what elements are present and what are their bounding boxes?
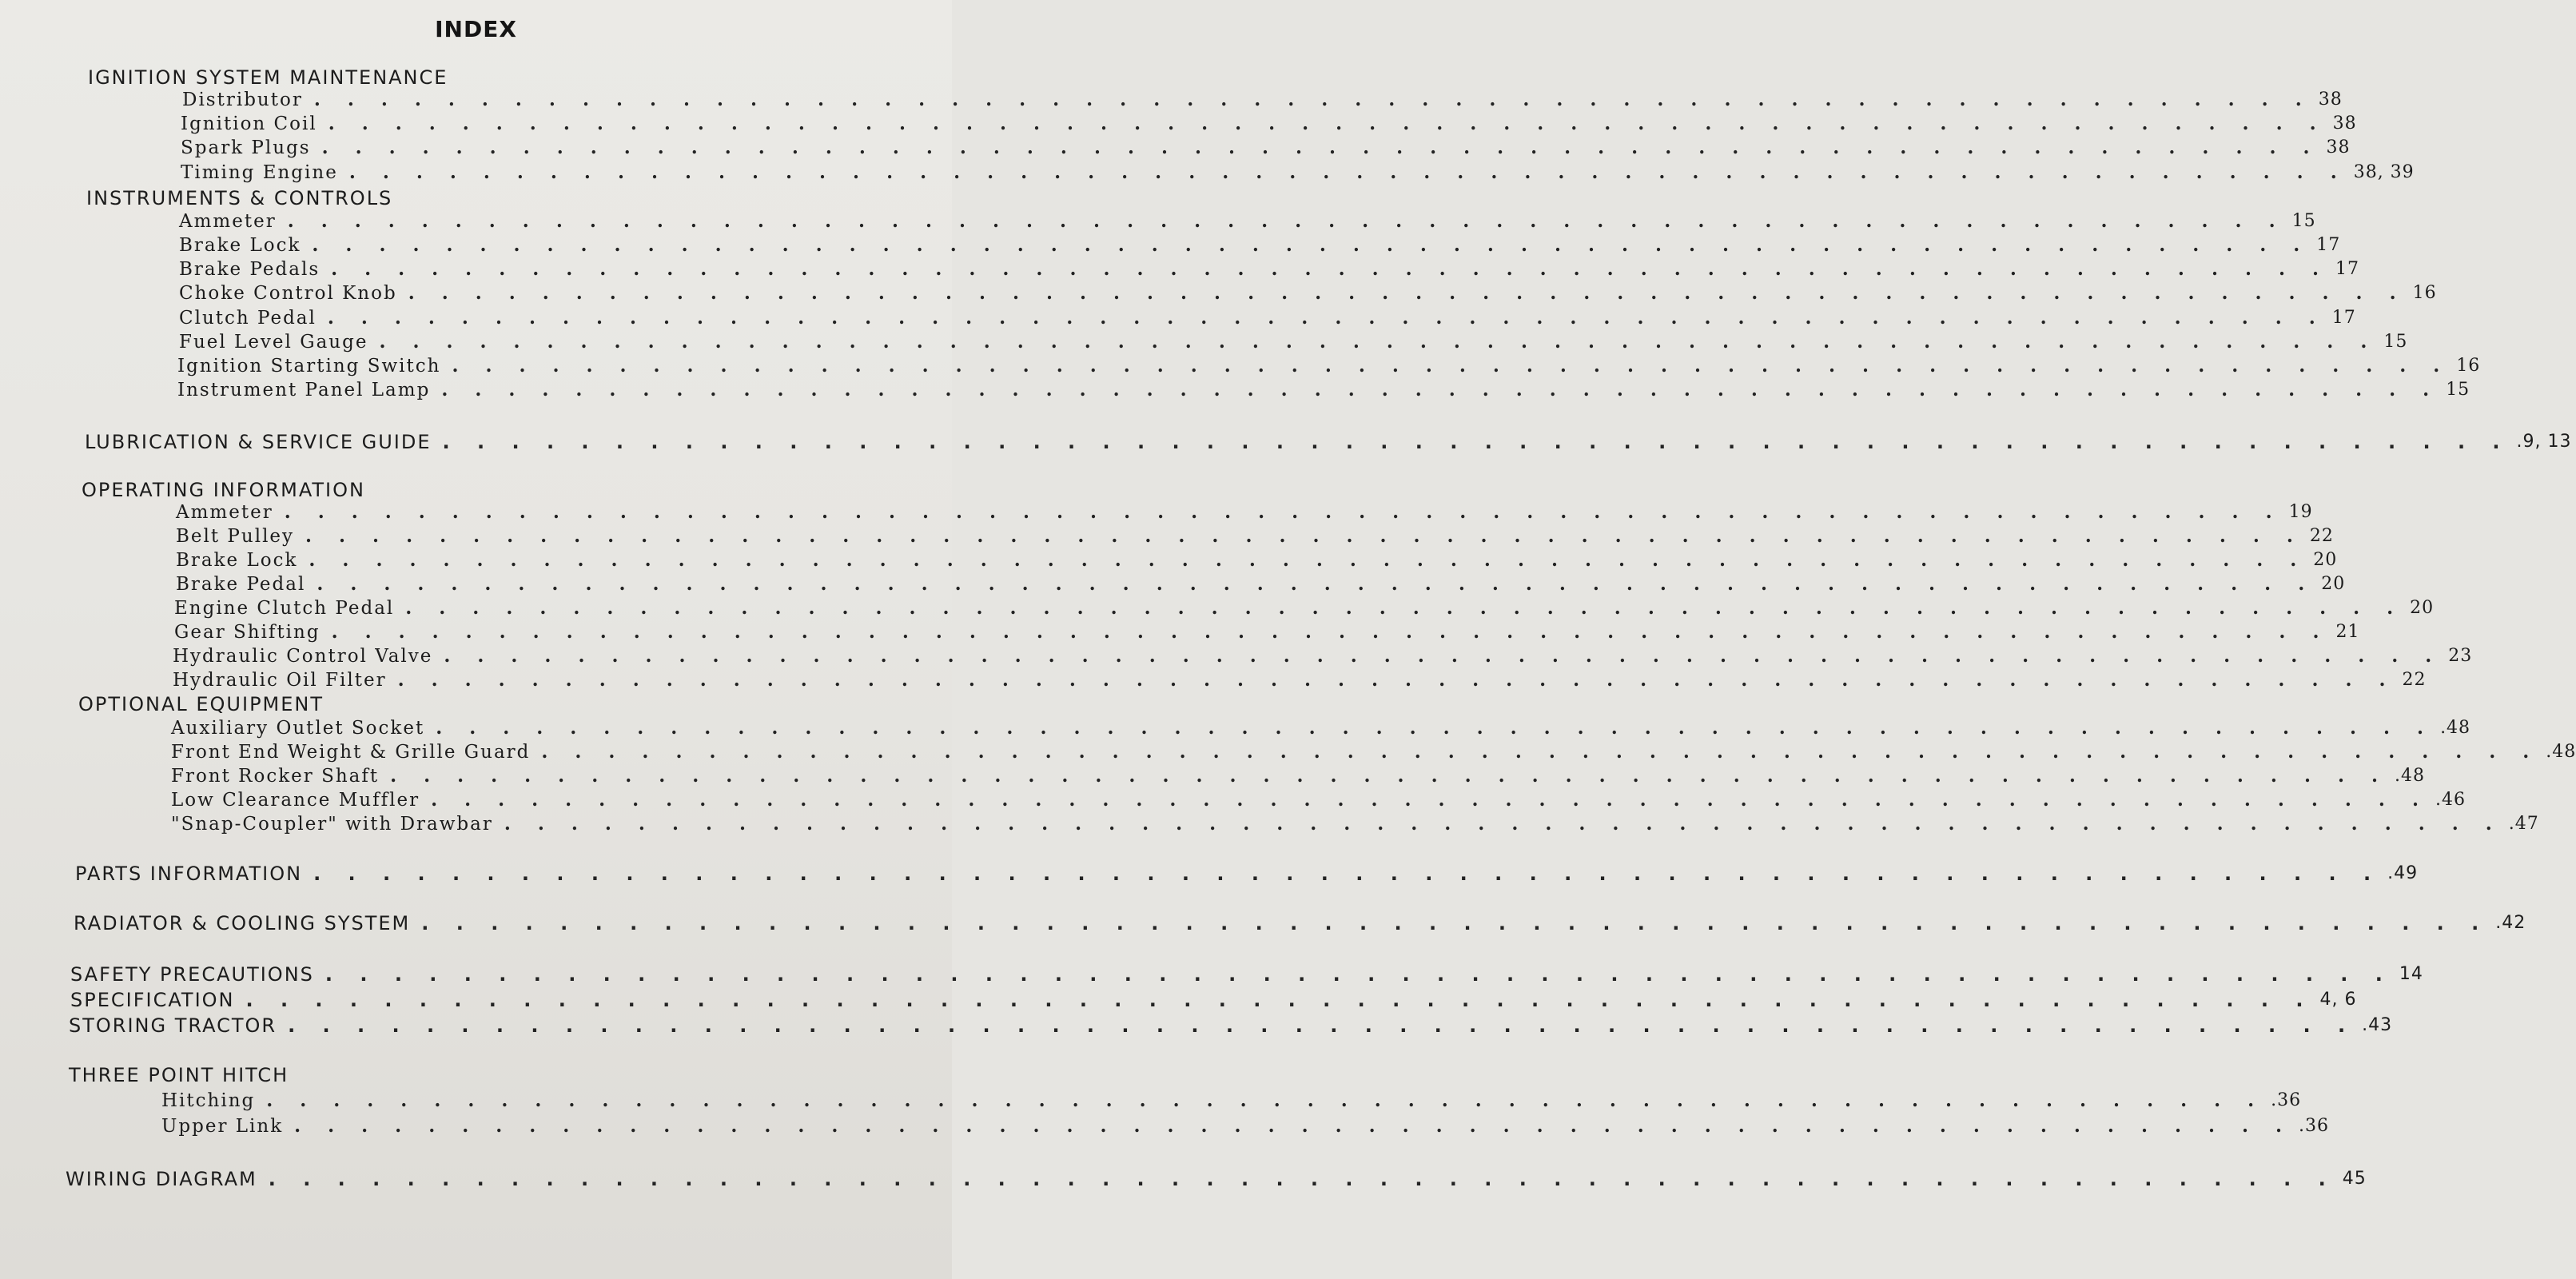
entry-page-number: .47 <box>2508 814 2539 834</box>
dot-leader: . . . . . . . . . . . . . . . . . . . . . . . . . . . . . . . . . . . . . . . . . . . . . . . . . . . . . . . . . . . . <box>431 789 2429 811</box>
entry-label: RADIATOR & COOLING SYSTEM <box>74 912 411 934</box>
entry-page-number: .36 <box>2271 1090 2302 1110</box>
entry-label: Front End Weight & Grille Guard <box>171 742 531 763</box>
index-heading <box>74 911 2526 935</box>
dot-leader: . . . . . . . . . . . . . . . . . . . . . . . . . . . . . . . . . . . . . . . . . . . . . . . . . . . . . . . . . . . . <box>287 210 2286 232</box>
dot-leader: . . . . . . . . . . . . . . . . . . . . . . . . . . . . . . . . . . . . . . . . . . . . . . . . . . . . . . . . . . . . <box>312 234 2311 256</box>
entry-page-number: 21 <box>2335 622 2360 642</box>
dot-leader: . . . . . . . . . . . . . . . . . . . . . . . . . . . . . . . . . . . . . . . . . . . . . . . . . . . . . . . . . . . . <box>441 379 2440 400</box>
dot-leader: . . . . . . . . . . . . . . . . . . . . . . . . . . . . . . . . . . . . . . . . . . . . . . . . . . . . . . . . . . . . <box>294 1115 2293 1137</box>
entry-page-number: 38 <box>2332 114 2357 133</box>
entry-page-number: .48 <box>2394 766 2425 786</box>
dot-leader: . . . . . . . . . . . . . . . . . . . . . . . . . . . . . . . . . . . . . . . . . . . . . . . . . . . . . . . . . . . . <box>284 501 2283 523</box>
dot-leader: . . . . . . . . . . . . . . . . . . . . . . . . . . . . . . . . . . . . . . . . . . . . . . . . . . . . . . . . . . . . <box>268 1168 2336 1190</box>
dot-leader: . . . . . . . . . . . . . . . . . . . . . . . . . . . . . . . . . . . . . . . . . . . . . . . . . . . . . . . . . . . . <box>348 161 2347 183</box>
entry-page-number: 20 <box>2313 550 2338 570</box>
entry-label: Clutch Pedal <box>179 308 317 329</box>
index-entry <box>181 136 2351 160</box>
index-entry <box>179 233 2341 257</box>
entry-page-number: .36 <box>2299 1116 2330 1136</box>
entry-label: Spark Plugs <box>181 137 311 158</box>
index-heading <box>82 478 902 502</box>
dot-leader: . . . . . . . . . . . . . . . . . . . . . . . . . . . . . . . . . . . . . . . . . . . . . . . . . . . . . . . . . . . . <box>266 1090 2265 1111</box>
index-entry <box>179 330 2408 354</box>
dot-leader: . . . . . . . . . . . . . . . . . . . . . . . . . . . . . . . . . . . . . . . . . . . . . . . . . . . . . . . . . . . . <box>379 331 2378 353</box>
dot-leader: . . . . . . . . . . . . . . . . . . . . . . . . . . . . . . . . . . . . . . . . . . . . . . . . . . . . . . . . . . . . <box>321 137 2320 158</box>
entry-label: Choke Control Knob <box>179 283 397 304</box>
index-heading <box>88 66 902 90</box>
dot-leader: . . . . . . . . . . . . . . . . . . . . . . . . . . . . . . . . . . . . . . . . . . . . . . . . . . . . . . . . . . . . <box>317 573 2315 595</box>
index-entry <box>173 668 2427 692</box>
entry-label: Front Rocker Shaft <box>171 766 380 787</box>
dot-leader: . . . . . . . . . . . . . . . . . . . . . . . . . . . . . . . . . . . . . . . . . . . . . . . . . . . . . . . . . . . . <box>313 863 2382 885</box>
entry-page-number: 38, 39 <box>2353 162 2415 182</box>
entry-label: Upper Link <box>161 1116 284 1137</box>
entry-page-number: .48 <box>2546 742 2576 762</box>
entry-label: WIRING DIAGRAM <box>66 1168 257 1190</box>
index-heading <box>70 962 2423 986</box>
entry-label: Brake Pedal <box>176 574 306 595</box>
entry-page-number: 17 <box>2335 259 2359 279</box>
entry-page-number: .43 <box>2362 1015 2393 1035</box>
index-entry <box>179 281 2437 305</box>
index-heading <box>66 1167 2367 1191</box>
index-entry <box>171 812 2539 836</box>
entry-label: OPERATING INFORMATION <box>82 479 365 501</box>
entry-label: Ammeter <box>179 211 277 232</box>
entry-label: LUBRICATION & SERVICE GUIDE <box>85 431 432 453</box>
dot-leader: . . . . . . . . . . . . . . . . . . . . . . . . . . . . . . . . . . . . . . . . . . . . . . . . . . . . . . . . . . . . <box>442 431 2510 453</box>
index-entry <box>176 500 2313 524</box>
entry-label: Gear Shifting <box>174 622 321 643</box>
dot-leader: . . . . . . . . . . . . . . . . . . . . . . . . . . . . . . . . . . . . . . . . . . . . . . . . . . . . . . . . . . . . <box>288 1014 2356 1037</box>
entry-page-number: .48 <box>2440 718 2471 738</box>
entry-page-number: .42 <box>2495 913 2526 933</box>
index-entry <box>177 354 2481 378</box>
index-entry <box>176 524 2334 548</box>
index-entry <box>181 161 2415 185</box>
dot-leader: . . . . . . . . . . . . . . . . . . . . . . . . . . . . . . . . . . . . . . . . . . . . . . . . . . . . . . . . . . . . <box>313 89 2312 110</box>
entry-page-number: 14 <box>2399 964 2423 984</box>
entry-label: Brake Pedals <box>179 259 321 280</box>
index-heading <box>75 862 2419 886</box>
entry-page-number: 45 <box>2342 1169 2367 1189</box>
entry-label: SAFETY PRECAUTIONS <box>70 963 314 986</box>
index-heading <box>85 430 2572 454</box>
index-entry <box>179 257 2359 281</box>
entry-label: Ignition Coil <box>181 114 317 134</box>
entry-label: THREE POINT HITCH <box>69 1064 289 1086</box>
index-entry <box>179 306 2356 330</box>
dot-leader: . . . . . . . . . . . . . . . . . . . . . . . . . . . . . . . . . . . . . . . . . . . . . . . . . . . . . . . . . . . . <box>327 307 2326 329</box>
index-entry <box>171 788 2466 812</box>
dot-leader: . . . . . . . . . . . . . . . . . . . . . . . . . . . . . . . . . . . . . . . . . . . . . . . . . . . . . . . . . . . . <box>245 989 2314 1011</box>
index-entry <box>176 548 2338 572</box>
entry-page-number: 22 <box>2309 526 2334 546</box>
entry-label: PARTS INFORMATION <box>75 863 303 885</box>
dot-leader: . . . . . . . . . . . . . . . . . . . . . . . . . . . . . . . . . . . . . . . . . . . . . . . . . . . . . . . . . . . . <box>408 282 2407 304</box>
dot-leader: . . . . . . . . . . . . . . . . . . . . . . . . . . . . . . . . . . . . . . . . . . . . . . . . . . . . . . . . . . . . <box>444 645 2443 667</box>
index-entry <box>182 88 2343 112</box>
entry-page-number: 17 <box>2316 235 2341 255</box>
entry-label: Ammeter <box>176 502 273 523</box>
entry-page-number: 19 <box>2288 502 2313 522</box>
index-entry <box>171 764 2425 788</box>
index-entry <box>174 620 2360 644</box>
index-heading <box>69 1014 2393 1038</box>
entry-label: Ignition Starting Switch <box>177 356 441 377</box>
entry-page-number: 20 <box>2410 598 2435 618</box>
index-entry <box>181 112 2357 136</box>
index-entry <box>174 596 2435 620</box>
index-entry <box>177 378 2470 402</box>
entry-label: Timing Engine <box>181 162 338 183</box>
entry-label: Hitching <box>161 1090 256 1111</box>
dot-leader: . . . . . . . . . . . . . . . . . . . . . . . . . . . . . . . . . . . . . . . . . . . . . . . . . . . . . . . . . . . . <box>405 597 2404 619</box>
entry-page-number: 16 <box>2456 356 2481 376</box>
dot-leader: . . . . . . . . . . . . . . . . . . . . . . . . . . . . . . . . . . . . . . . . . . . . . . . . . . . . . . . . . . . . <box>305 525 2303 547</box>
entry-label: OPTIONAL EQUIPMENT <box>78 693 324 715</box>
index-entry <box>171 716 2471 740</box>
index-heading <box>78 692 902 716</box>
entry-label: Hydraulic Oil Filter <box>173 670 387 691</box>
entry-page-number: 17 <box>2331 308 2356 328</box>
index-heading <box>69 1063 902 1087</box>
dot-leader: . . . . . . . . . . . . . . . . . . . . . . . . . . . . . . . . . . . . . . . . . . . . . . . . . . . . . . . . . . . . <box>390 765 2388 787</box>
index-entry <box>176 572 2346 596</box>
index-heading <box>70 988 2357 1012</box>
entry-label: STORING TRACTOR <box>69 1014 277 1037</box>
dot-leader: . . . . . . . . . . . . . . . . . . . . . . . . . . . . . . . . . . . . . . . . . . . . . . . . . . . . . . . . . . . . <box>397 669 2396 691</box>
dot-leader: . . . . . . . . . . . . . . . . . . . . . . . . . . . . . . . . . . . . . . . . . . . . . . . . . . . . . . . . . . . . <box>452 355 2451 377</box>
entry-label: Brake Lock <box>179 235 301 256</box>
entry-page-number: 22 <box>2402 670 2427 690</box>
index-entry <box>161 1114 2330 1138</box>
index-heading <box>86 186 902 210</box>
entry-page-number: 20 <box>2321 574 2346 594</box>
dot-leader: . . . . . . . . . . . . . . . . . . . . . . . . . . . . . . . . . . . . . . . . . . . . . . . . . . . . . . . . . . . . <box>331 258 2329 280</box>
dot-leader: . . . . . . . . . . . . . . . . . . . . . . . . . . . . . . . . . . . . . . . . . . . . . . . . . . . . . . . . . . . . <box>309 549 2307 571</box>
entry-page-number: .46 <box>2435 790 2466 810</box>
index-entry <box>179 209 2316 233</box>
dot-leader: . . . . . . . . . . . . . . . . . . . . . . . . . . . . . . . . . . . . . . . . . . . . . . . . . . . . . . . . . . . . <box>324 963 2393 986</box>
index-entry <box>171 740 2576 764</box>
entry-page-number: 38 <box>2318 90 2343 110</box>
entry-label: Fuel Level Gauge <box>179 332 368 353</box>
dot-leader: . . . . . . . . . . . . . . . . . . . . . . . . . . . . . . . . . . . . . . . . . . . . . . . . . . . . . . . . . . . . <box>436 717 2435 739</box>
entry-page-number: 15 <box>2291 211 2316 231</box>
entry-label: Brake Lock <box>176 550 298 571</box>
entry-label: Belt Pulley <box>176 526 295 547</box>
entry-label: "Snap-Coupler" with Drawbar <box>171 814 493 835</box>
entry-page-number: 15 <box>2383 332 2408 352</box>
entry-page-number: 16 <box>2412 283 2437 303</box>
entry-label: Instrument Panel Lamp <box>177 380 431 400</box>
entry-label: Auxiliary Outlet Socket <box>171 718 425 739</box>
entry-label: IGNITION SYSTEM MAINTENANCE <box>88 66 448 89</box>
dot-leader: . . . . . . . . . . . . . . . . . . . . . . . . . . . . . . . . . . . . . . . . . . . . . . . . . . . . . . . . . . . . <box>504 813 2502 835</box>
dot-leader: . . . . . . . . . . . . . . . . . . . . . . . . . . . . . . . . . . . . . . . . . . . . . . . . . . . . . . . . . . . . <box>421 912 2490 934</box>
entry-label: Engine Clutch Pedal <box>174 598 395 619</box>
entry-page-number: 38 <box>2326 137 2351 157</box>
dot-leader: . . . . . . . . . . . . . . . . . . . . . . . . . . . . . . . . . . . . . . . . . . . . . . . . . . . . . . . . . . . . <box>328 113 2327 134</box>
entry-page-number: .9, 13 <box>2516 432 2572 452</box>
index-entry <box>161 1089 2302 1113</box>
entry-label: SPECIFICATION <box>70 989 235 1011</box>
entry-page-number: .49 <box>2387 863 2419 883</box>
dot-leader: . . . . . . . . . . . . . . . . . . . . . . . . . . . . . . . . . . . . . . . . . . . . . . . . . . . . . . . . . . . . <box>541 741 2540 763</box>
entry-label: INSTRUMENTS & CONTROLS <box>86 187 393 209</box>
entry-page-number: 4, 6 <box>2319 990 2357 1010</box>
page-title: INDEX <box>435 16 517 42</box>
index-entry <box>173 644 2473 668</box>
entry-label: Distributor <box>182 90 303 110</box>
entry-page-number: 15 <box>2446 380 2470 400</box>
dot-leader: . . . . . . . . . . . . . . . . . . . . . . . . . . . . . . . . . . . . . . . . . . . . . . . . . . . . . . . . . . . . <box>331 621 2330 643</box>
entry-label: Low Clearance Muffler <box>171 790 420 811</box>
entry-page-number: 23 <box>2448 646 2473 666</box>
entry-label: Hydraulic Control Valve <box>173 646 433 667</box>
